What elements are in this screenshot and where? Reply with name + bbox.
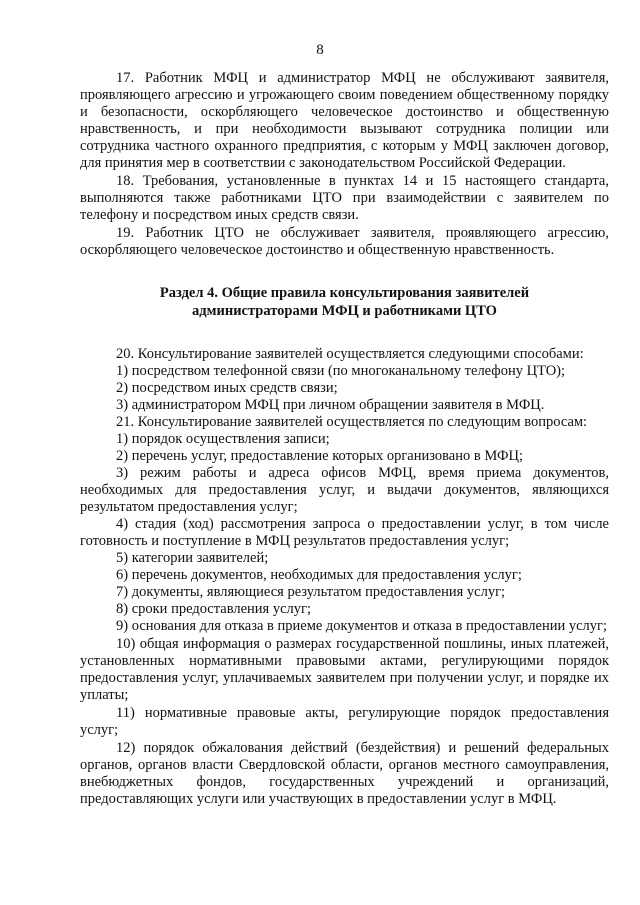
list-item-21-1: 1) порядок осуществления записи; [116,431,330,447]
list-item-21-8: 8) сроки предоставления услуг; [116,601,311,617]
list-item-20-3: 3) администратором МФЦ при личном обращении заявителя в МФЦ. [116,397,545,413]
paragraph-21: 21. Консультирование заявителей осуществляется по следующим вопросам: [116,414,588,430]
paragraph-17: 17. Работник МФЦ и администратор МФЦ не обслуживают заявителя, проявляющего агрессию и угрожающего своим поведением общественному порядку и безопасности, оскорбляющего человеческое достоинство и общественную нравственность, и при необходимости вызывают сотрудника полиции или сотрудника частного охранного предприятия, с которым у МФЦ заключен договор, для принятия мер в соответствии с законодательством Российской Федерации. [80,70,609,171]
page-number: 8 [316,42,324,58]
paragraph-20: 20. Консультирование заявителей осуществляется следующими способами: [116,346,584,362]
list-item-20-1: 1) посредством телефонной связи (по многоканальному телефону ЦТО); [116,363,566,379]
list-item-21-11: 11) нормативные правовые акты, регулирующие порядок предоставления услуг; [80,705,609,738]
list-item-21-6: 6) перечень документов, необходимых для предоставления услуг; [116,567,522,583]
section-heading [80,284,609,320]
list-item-20-2: 2) посредством иных средств связи; [116,380,338,396]
list-item-21-2: 2) перечень услуг, предоставление которых организовано в МФЦ; [116,448,523,464]
paragraph-18: 18. Требования, установленные в пунктах 14 и 15 настоящего стандарта, выполняются также работниками ЦТО при взаимодействии с заявителем по телефону и посредством иных средств связи. [80,173,609,223]
list-item-21-12: 12) порядок обжалования действий (бездействия) и решений федеральных органов, органов власти Свердловской области, органов местного самоуправления, внебюджетных фондов, государственных учреждений и организаций, предоставляющих услуги или участвующих в предоставлении услуг в МФЦ. [80,740,609,807]
list-item-21-7: 7) документы, являющиеся результатом предоставления услуг; [116,584,506,600]
list-item-21-4: 4) стадия (ход) рассмотрения запроса о предоставлении услуг, в том числе готовность и поступление в МФЦ результатов предоставления услуг; [80,516,609,549]
list-item-21-5: 5) категории заявителей; [116,550,269,566]
list-item-21-9: 9) основания для отказа в приеме документов и отказа в предоставлении услуг; [116,618,608,634]
list-item-21-3: 3) режим работы и адреса офисов МФЦ, время приема документов, необходимых для предоставления услуг, и выдачи документов, являющихся результатом предоставления услуг; [80,465,609,515]
body-text [80,70,609,808]
paragraph-19: 19. Работник ЦТО не обслуживает заявителя, проявляющего агрессию, оскорбляющего человеческое достоинство и общественную нравственность. [80,225,609,258]
section-heading-line-1: Раздел 4. Общие правила консультирования заявителей [159,285,530,301]
list-item-21-10: 10) общая информация о размерах государственной пошлины, иных платежей, установленных нормативными правовыми актами, регулирующими порядок предоставления услуг, уплачиваемых заявителем при получении услуг, и порядке их уплаты; [80,636,609,703]
section-heading-line-2: администраторами МФЦ и работниками ЦТО [192,303,497,319]
